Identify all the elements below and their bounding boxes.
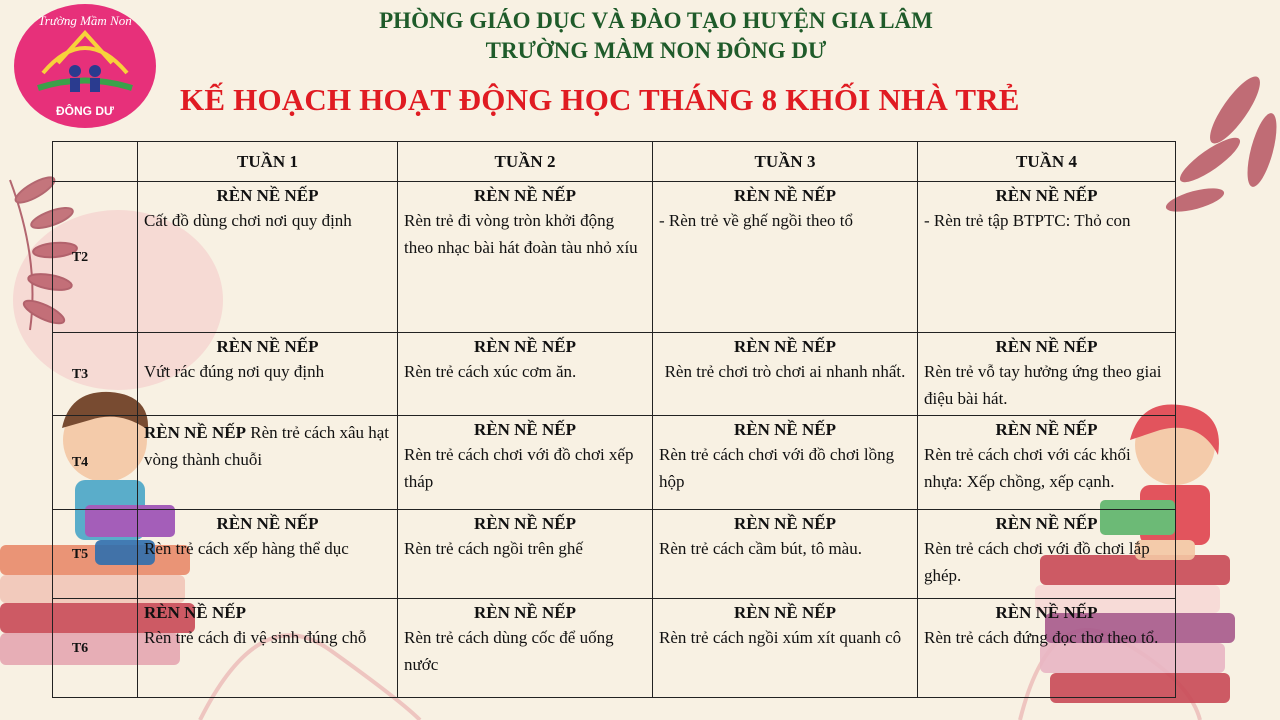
table-cell xyxy=(398,599,653,698)
cell-text: Rèn trẻ cách cầm bút, tô màu. xyxy=(659,539,862,558)
table-cell xyxy=(398,333,653,416)
table-cell xyxy=(918,510,1176,599)
table-cell xyxy=(653,333,918,416)
day-label: T3 xyxy=(53,333,138,416)
cell-text: Rèn trẻ cách chơi với các khối nhựa: Xếp chồng, xếp cạnh. xyxy=(924,445,1131,491)
day-label: T6 xyxy=(53,599,138,698)
tag-label: RÈN NỀ NẾP xyxy=(473,514,576,533)
tag-label: RÈN NỀ NẾP xyxy=(733,337,836,356)
tag-label: RÈN NỀ NẾP xyxy=(733,514,836,533)
tag-label: RÈN NỀ NẾP xyxy=(995,603,1098,622)
tag-label: RÈN NỀ NẾP xyxy=(995,186,1098,205)
svg-text:ĐÔNG DƯ: ĐÔNG DƯ xyxy=(56,104,114,118)
table-cell xyxy=(398,416,653,510)
tag-label: RÈN NỀ NẾP xyxy=(216,337,319,356)
tag-label: RÈN NỀ NẾP xyxy=(473,186,576,205)
cell-text: Rèn trẻ cách xâu hạt vòng thành chuỗi xyxy=(144,423,390,469)
cell-text: Rèn trẻ chơi trò chơi ai nhanh nhất. xyxy=(664,362,906,381)
cell-text: Cất đồ dùng chơi nơi quy định xyxy=(144,211,352,230)
page-title: KẾ HOẠCH HOẠT ĐỘNG HỌC THÁNG 8 KHỐI NHÀ TRẺ xyxy=(180,82,1020,117)
table-cell xyxy=(918,333,1176,416)
cell-text: Vứt rác đúng nơi quy định xyxy=(144,362,325,381)
activity-plan-table xyxy=(52,141,1176,698)
table-row xyxy=(53,416,1176,510)
cell-text: Rèn trẻ cách ngồi trên ghế xyxy=(404,539,583,558)
day-label: T4 xyxy=(53,416,138,510)
cell-text: Rèn trẻ cách xếp hàng thể dục xyxy=(144,539,349,558)
cell-text: Rèn trẻ cách đứng đọc thơ theo tổ. xyxy=(924,628,1159,647)
cell-text: Rèn trẻ vỗ tay hưởng ứng theo giai điệu bài hát. xyxy=(924,362,1162,408)
tag-label: RÈN NỀ NẾP xyxy=(216,186,319,205)
tag-label: RÈN NỀ NẾP xyxy=(733,186,836,205)
tag-label: RÈN NỀ NẾP xyxy=(995,420,1098,439)
table-cell xyxy=(918,599,1176,698)
cell-text: - Rèn trẻ về ghế ngồi theo tổ xyxy=(659,211,854,230)
table-cell xyxy=(398,182,653,333)
day-label: T2 xyxy=(53,182,138,333)
table-cell xyxy=(138,510,398,599)
department-heading: PHÒNG GIÁO DỤC VÀ ĐÀO TẠO HUYỆN GIA LÂM xyxy=(379,8,933,33)
header-week-1: TUẦN 1 xyxy=(138,142,398,182)
table-cell xyxy=(653,510,918,599)
tag-label: RÈN NỀ NẾP xyxy=(144,423,247,442)
table-cell xyxy=(398,510,653,599)
cell-text: Rèn trẻ cách xúc cơm ăn. xyxy=(404,362,577,381)
table-cell xyxy=(138,182,398,333)
table-row xyxy=(53,510,1176,599)
table-cell xyxy=(138,416,398,510)
tag-label: RÈN NỀ NẾP xyxy=(144,603,247,622)
table-cell xyxy=(138,333,398,416)
tag-label: RÈN NỀ NẾP xyxy=(733,603,836,622)
tag-label: RÈN NỀ NẾP xyxy=(995,514,1098,533)
tag-label: RÈN NỀ NẾP xyxy=(473,337,576,356)
tag-label: RÈN NỀ NẾP xyxy=(733,420,836,439)
table-cell xyxy=(918,416,1176,510)
header-cell-empty xyxy=(53,142,138,182)
cell-text: Rèn trẻ cách chơi với đồ chơi lắp ghép. xyxy=(924,539,1150,585)
school-name: TRƯỜNG MÀM NON ĐÔNG DƯ xyxy=(485,38,827,63)
tag-label: RÈN NỀ NẾP xyxy=(995,337,1098,356)
cell-text: Rèn trẻ cách chơi với đồ chơi lồng hộp xyxy=(659,445,895,491)
table-cell xyxy=(918,182,1176,333)
table-header-row xyxy=(53,142,1176,182)
table-row xyxy=(53,333,1176,416)
header-week-3: TUẦN 3 xyxy=(653,142,918,182)
cell-text: Rèn trẻ cách dùng cốc để uống nước xyxy=(404,628,614,674)
svg-text:Trường Mầm Non: Trường Mầm Non xyxy=(38,13,132,28)
header-week-2: TUẦN 2 xyxy=(398,142,653,182)
cell-text: Rèn trẻ cách chơi với đồ chơi xếp tháp xyxy=(404,445,634,491)
cell-text: - Rèn trẻ tập BTPTC: Thỏ con xyxy=(924,211,1131,230)
table-cell xyxy=(653,416,918,510)
cell-text: Rèn trẻ cách ngồi xúm xít quanh cô xyxy=(659,628,902,647)
table-row xyxy=(53,182,1176,333)
table-row xyxy=(53,599,1176,698)
tag-label: RÈN NỀ NẾP xyxy=(473,603,576,622)
table-cell xyxy=(653,182,918,333)
day-label: T5 xyxy=(53,510,138,599)
tag-label: RÈN NỀ NẾP xyxy=(473,420,576,439)
cell-text: Rèn trẻ cách đi vệ sinh đúng chỗ xyxy=(144,628,367,647)
table-cell xyxy=(138,599,398,698)
header-week-4: TUẦN 4 xyxy=(918,142,1176,182)
tag-label: RÈN NỀ NẾP xyxy=(216,514,319,533)
cell-text: Rèn trẻ đi vòng tròn khởi động theo nhạc bài hát đoàn tàu nhỏ xíu xyxy=(404,211,638,257)
table-cell xyxy=(653,599,918,698)
